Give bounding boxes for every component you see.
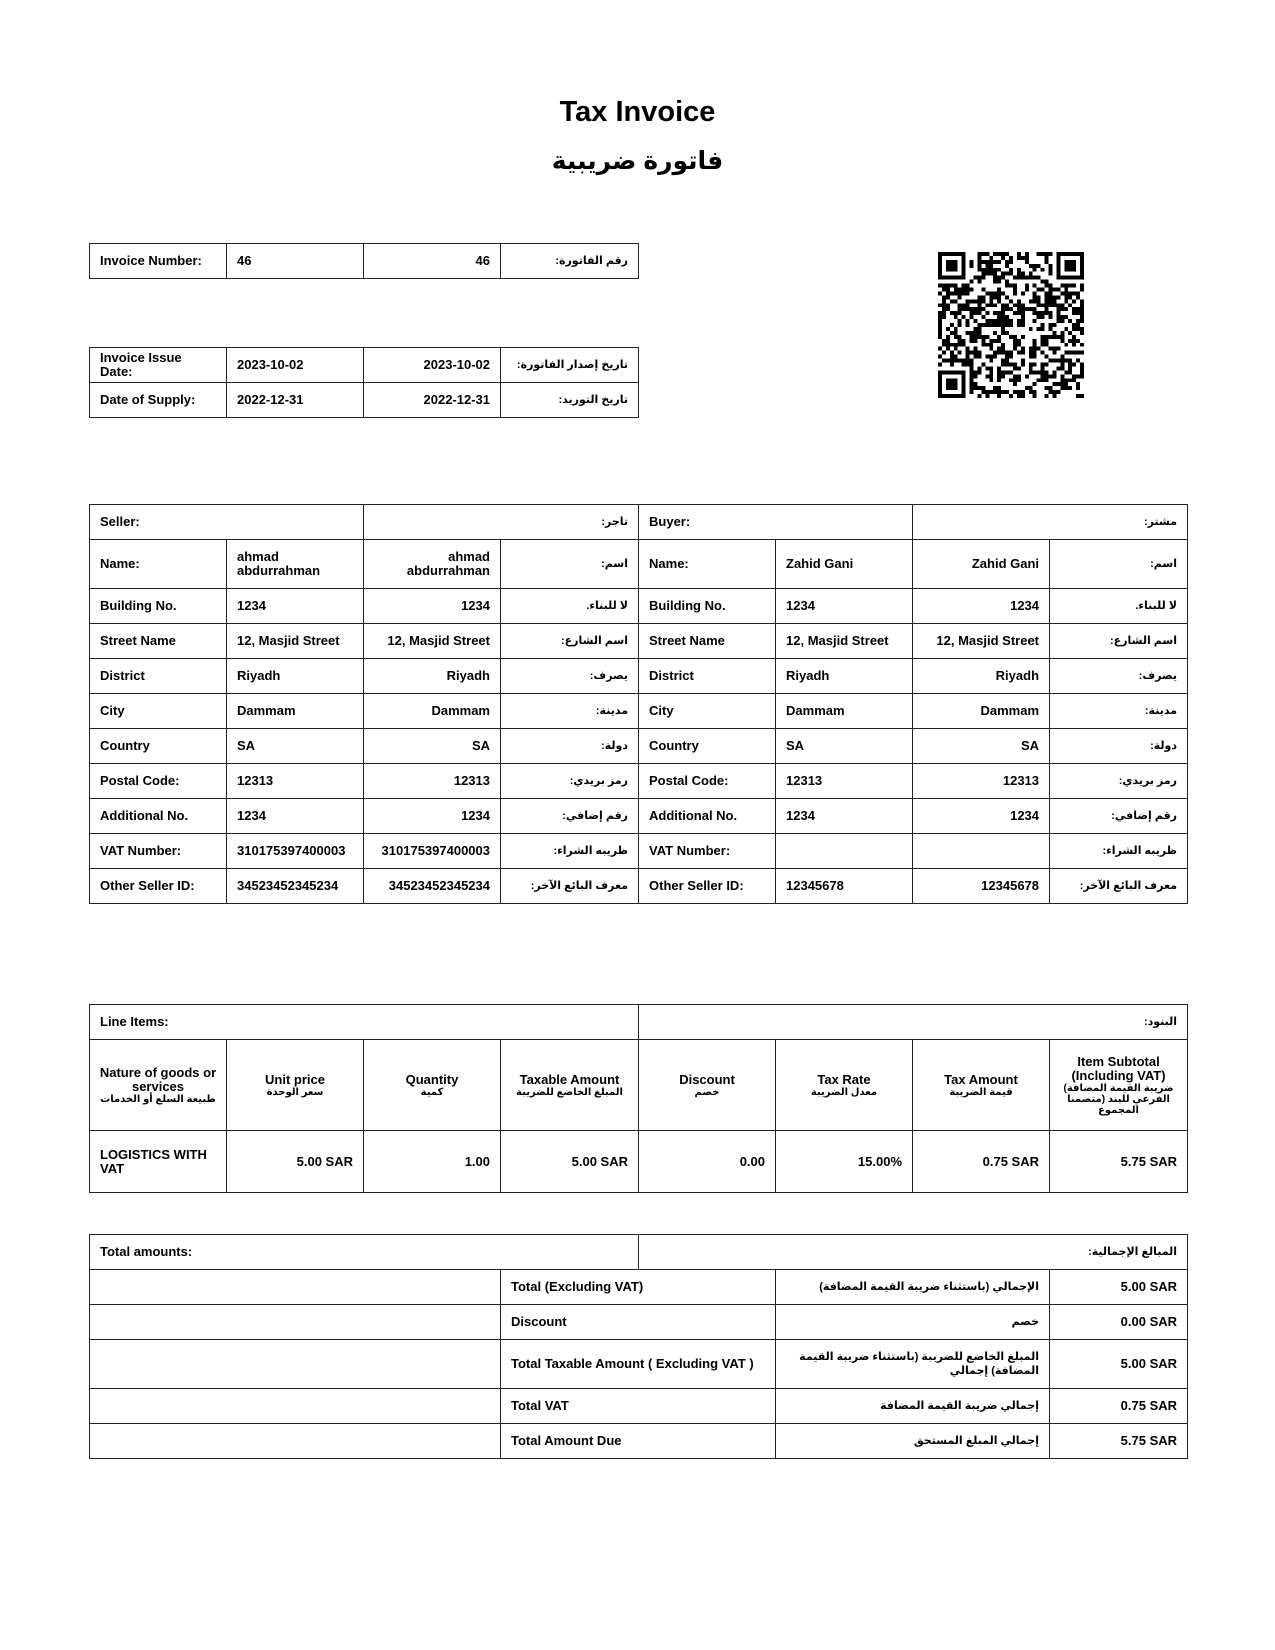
buyer-field-value-ar: 12313	[913, 764, 1050, 799]
buyer-field-label: City	[639, 694, 776, 729]
seller-field-value: ahmad abdurrahman	[227, 540, 364, 589]
header-label-en: Nature of goods or services	[99, 1064, 217, 1094]
buyer-field-label-ar: رقم إضافي:	[1050, 799, 1188, 834]
total-row	[90, 1305, 1188, 1340]
seller-field-label-ar: دولة:	[501, 729, 639, 764]
seller-field-value: 12, Masjid Street	[227, 624, 364, 659]
party-row	[90, 764, 1188, 799]
buyer-field-label: Street Name	[639, 624, 776, 659]
total-value: 0.00 SAR	[1050, 1305, 1188, 1340]
total-blank-cell	[90, 1389, 501, 1424]
seller-field-value-ar: ahmad abdurrahman	[364, 540, 501, 589]
line-item-header	[227, 1040, 364, 1131]
total-label-ar: إجمالي المبلغ المستحق	[776, 1424, 1050, 1459]
line-items-table	[89, 1004, 1188, 1193]
total-label: Total Taxable Amount ( Excluding VAT )	[501, 1340, 776, 1389]
buyer-field-label-ar: ظريبه الشراء:	[1050, 834, 1188, 869]
total-label: Total VAT	[501, 1389, 776, 1424]
header-label-ar: المبلغ الخاضع للضريبة	[516, 1086, 623, 1098]
buyer-field-label-ar: يصرف:	[1050, 659, 1188, 694]
seller-field-label-ar: لا للبناء.	[501, 589, 639, 624]
party-row	[90, 799, 1188, 834]
buyer-field-label: Name:	[639, 540, 776, 589]
buyer-field-value-ar	[913, 834, 1050, 869]
totals-heading: Total amounts:	[90, 1235, 639, 1270]
total-value: 5.75 SAR	[1050, 1424, 1188, 1459]
supply-date-value-ar: 2022-12-31	[364, 383, 501, 418]
supply-date-label: Date of Supply:	[90, 383, 227, 418]
header-label-en: Item Subtotal (Including VAT)	[1071, 1053, 1166, 1083]
line-items-heading-ar: البنود:	[639, 1005, 1188, 1040]
party-row	[90, 869, 1188, 904]
buyer-field-label-ar: لا للبناء.	[1050, 589, 1188, 624]
line-item-header	[90, 1040, 227, 1131]
buyer-field-value-ar: Dammam	[913, 694, 1050, 729]
total-row	[90, 1424, 1188, 1459]
buyer-field-label: Country	[639, 729, 776, 764]
buyer-field-value: Dammam	[776, 694, 913, 729]
seller-field-label: Postal Code:	[90, 764, 227, 799]
buyer-field-value: 1234	[776, 799, 913, 834]
buyer-field-value: 1234	[776, 589, 913, 624]
line-item-header	[639, 1040, 776, 1131]
line-item-unit-price: 5.00 SAR	[227, 1131, 364, 1193]
buyer-field-label: Additional No.	[639, 799, 776, 834]
buyer-field-value-ar: 12345678	[913, 869, 1050, 904]
buyer-field-value-ar: 12, Masjid Street	[913, 624, 1050, 659]
total-label: Total Amount Due	[501, 1424, 776, 1459]
buyer-heading: Buyer:	[639, 505, 913, 540]
seller-field-value-ar: Dammam	[364, 694, 501, 729]
total-label: Discount	[501, 1305, 776, 1340]
buyer-field-label-ar: مدينة:	[1050, 694, 1188, 729]
line-item-header	[1050, 1040, 1188, 1131]
seller-field-value: 310175397400003	[227, 834, 364, 869]
buyer-field-label: Other Seller ID:	[639, 869, 776, 904]
total-label-ar: المبلغ الخاضع للضريبة (باستثناء ضريبة القيمة المضافة) إجمالي	[776, 1340, 1050, 1389]
line-item-header	[501, 1040, 639, 1131]
buyer-field-value: Riyadh	[776, 659, 913, 694]
total-blank-cell	[90, 1305, 501, 1340]
buyer-field-value-ar: SA	[913, 729, 1050, 764]
buyer-field-label: Postal Code:	[639, 764, 776, 799]
line-item-header	[776, 1040, 913, 1131]
supply-date-label-ar: تاريخ التوريد:	[501, 383, 639, 418]
seller-field-label-ar: معرف البائع الآخر:	[501, 869, 639, 904]
total-row	[90, 1340, 1188, 1389]
seller-field-value-ar: 12313	[364, 764, 501, 799]
header-label-ar: كمية	[420, 1086, 444, 1098]
header-label-en: Tax Amount	[944, 1071, 1018, 1087]
seller-heading: Seller:	[90, 505, 364, 540]
total-label-ar: خصم	[776, 1305, 1050, 1340]
seller-field-label: Building No.	[90, 589, 227, 624]
seller-field-label: Country	[90, 729, 227, 764]
issue-date-value: 2023-10-02	[227, 348, 364, 383]
header-label-ar: طبيعة السلع أو الخدمات	[100, 1093, 216, 1105]
invoice-number-value-ar: 46	[364, 244, 501, 279]
seller-field-value: 34523452345234	[227, 869, 364, 904]
line-item-tax-rate: 15.00%	[776, 1131, 913, 1193]
seller-field-value: Riyadh	[227, 659, 364, 694]
seller-field-value-ar: Riyadh	[364, 659, 501, 694]
header-label-ar: سعر الوحدة	[266, 1086, 324, 1098]
line-item-header	[913, 1040, 1050, 1131]
seller-field-value-ar: 1234	[364, 799, 501, 834]
line-item-subtotal: 5.75 SAR	[1050, 1131, 1188, 1193]
buyer-field-label-ar: دولة:	[1050, 729, 1188, 764]
header-label-ar: ضريبة القيمة المضافة) الفرعي للبند (متضمنا المجموع	[1063, 1082, 1174, 1116]
issue-date-label-ar: تاريخ إصدار الفاتورة:	[501, 348, 639, 383]
qr-code	[938, 252, 1084, 398]
issue-date-label: Invoice Issue Date:	[90, 348, 227, 383]
seller-field-label-ar: مدينة:	[501, 694, 639, 729]
seller-field-value-ar: 34523452345234	[364, 869, 501, 904]
buyer-field-value-ar: 1234	[913, 799, 1050, 834]
seller-field-value: Dammam	[227, 694, 364, 729]
party-row	[90, 589, 1188, 624]
seller-heading-ar: تاجر:	[364, 505, 639, 540]
invoice-title-ar: فاتورة ضريبية	[551, 147, 724, 175]
seller-field-label: District	[90, 659, 227, 694]
issue-date-value-ar: 2023-10-02	[364, 348, 501, 383]
total-blank-cell	[90, 1270, 501, 1305]
buyer-field-value: SA	[776, 729, 913, 764]
invoice-number-value: 46	[227, 244, 364, 279]
qr-finder-pattern	[1064, 260, 1076, 272]
seller-field-value-ar: 310175397400003	[364, 834, 501, 869]
seller-field-label-ar: رمز بريدي:	[501, 764, 639, 799]
seller-field-value-ar: SA	[364, 729, 501, 764]
qr-finder-pattern	[946, 378, 958, 390]
header-label-en: Unit price	[265, 1071, 325, 1087]
total-value: 5.00 SAR	[1050, 1270, 1188, 1305]
line-item-quantity: 1.00	[364, 1131, 501, 1193]
buyer-field-label-ar: اسم:	[1050, 540, 1188, 589]
invoice-number-label-ar: رقم الفاتورة:	[501, 244, 639, 279]
seller-field-label: Name:	[90, 540, 227, 589]
seller-field-label-ar: ظريبه الشراء:	[501, 834, 639, 869]
seller-field-label: Additional No.	[90, 799, 227, 834]
seller-field-label: Other Seller ID:	[90, 869, 227, 904]
line-item-tax-amount: 0.75 SAR	[913, 1131, 1050, 1193]
buyer-field-value: 12, Masjid Street	[776, 624, 913, 659]
line-item-row	[90, 1131, 1188, 1193]
line-item-discount: 0.00	[639, 1131, 776, 1193]
qr-finder-pattern	[946, 260, 958, 272]
header-label-en: Taxable Amount	[519, 1071, 620, 1087]
header-label-en: Tax Rate	[817, 1071, 871, 1087]
buyer-field-label-ar: اسم الشارع:	[1050, 624, 1188, 659]
header-label-ar: خصم	[694, 1086, 720, 1098]
seller-field-label: City	[90, 694, 227, 729]
buyer-field-label-ar: معرف البائع الآخر:	[1050, 869, 1188, 904]
total-label: Total (Excluding VAT)	[501, 1270, 776, 1305]
invoice-dates-table	[89, 347, 639, 418]
buyer-field-value-ar: Riyadh	[913, 659, 1050, 694]
seller-field-label-ar: رقم إضافي:	[501, 799, 639, 834]
seller-field-value-ar: 12, Masjid Street	[364, 624, 501, 659]
total-row	[90, 1270, 1188, 1305]
buyer-field-label: VAT Number:	[639, 834, 776, 869]
total-value: 0.75 SAR	[1050, 1389, 1188, 1424]
line-items-heading: Line Items:	[90, 1005, 639, 1040]
buyer-heading-ar: مشتر:	[913, 505, 1188, 540]
seller-field-value: 12313	[227, 764, 364, 799]
total-blank-cell	[90, 1424, 501, 1459]
party-row	[90, 540, 1188, 589]
invoice-number-label: Invoice Number:	[90, 244, 227, 279]
line-item-name: LOGISTICS WITH VAT	[90, 1131, 227, 1193]
buyer-field-label: District	[639, 659, 776, 694]
seller-field-label: VAT Number:	[90, 834, 227, 869]
seller-field-label-ar: اسم الشارع:	[501, 624, 639, 659]
buyer-field-label-ar: رمز بريدي:	[1050, 764, 1188, 799]
party-row	[90, 659, 1188, 694]
line-item-header	[364, 1040, 501, 1131]
seller-field-label-ar: اسم:	[501, 540, 639, 589]
party-row	[90, 834, 1188, 869]
buyer-field-value: Zahid Gani	[776, 540, 913, 589]
seller-field-label: Street Name	[90, 624, 227, 659]
line-item-taxable: 5.00 SAR	[501, 1131, 639, 1193]
buyer-field-value: 12345678	[776, 869, 913, 904]
header-label-en: Quantity	[405, 1071, 459, 1087]
totals-table	[89, 1234, 1188, 1459]
seller-field-label-ar: يصرف:	[501, 659, 639, 694]
buyer-field-value-ar: 1234	[913, 589, 1050, 624]
total-row	[90, 1389, 1188, 1424]
supply-date-value: 2022-12-31	[227, 383, 364, 418]
total-value: 5.00 SAR	[1050, 1340, 1188, 1389]
seller-field-value: 1234	[227, 799, 364, 834]
total-label-ar: إجمالي ضريبة القيمة المضافة	[776, 1389, 1050, 1424]
totals-heading-ar: المبالغ الإجمالية:	[639, 1235, 1188, 1270]
seller-field-value: SA	[227, 729, 364, 764]
invoice-title-en: Tax Invoice	[559, 96, 716, 128]
buyer-field-label: Building No.	[639, 589, 776, 624]
party-row	[90, 694, 1188, 729]
invoice-number-table	[89, 243, 639, 279]
party-row	[90, 729, 1188, 764]
buyer-field-value-ar: Zahid Gani	[913, 540, 1050, 589]
total-blank-cell	[90, 1340, 501, 1389]
seller-field-value-ar: 1234	[364, 589, 501, 624]
party-row	[90, 624, 1188, 659]
buyer-field-value	[776, 834, 913, 869]
header-label-en: Discount	[679, 1071, 735, 1087]
buyer-field-value: 12313	[776, 764, 913, 799]
parties-table	[89, 504, 1188, 904]
header-label-ar: قيمة الضريبة	[949, 1086, 1013, 1098]
seller-field-value: 1234	[227, 589, 364, 624]
header-label-ar: معدل الضريبة	[810, 1086, 878, 1098]
total-label-ar: الإجمالي (باستثناء ضريبة القيمة المضافة)	[776, 1270, 1050, 1305]
